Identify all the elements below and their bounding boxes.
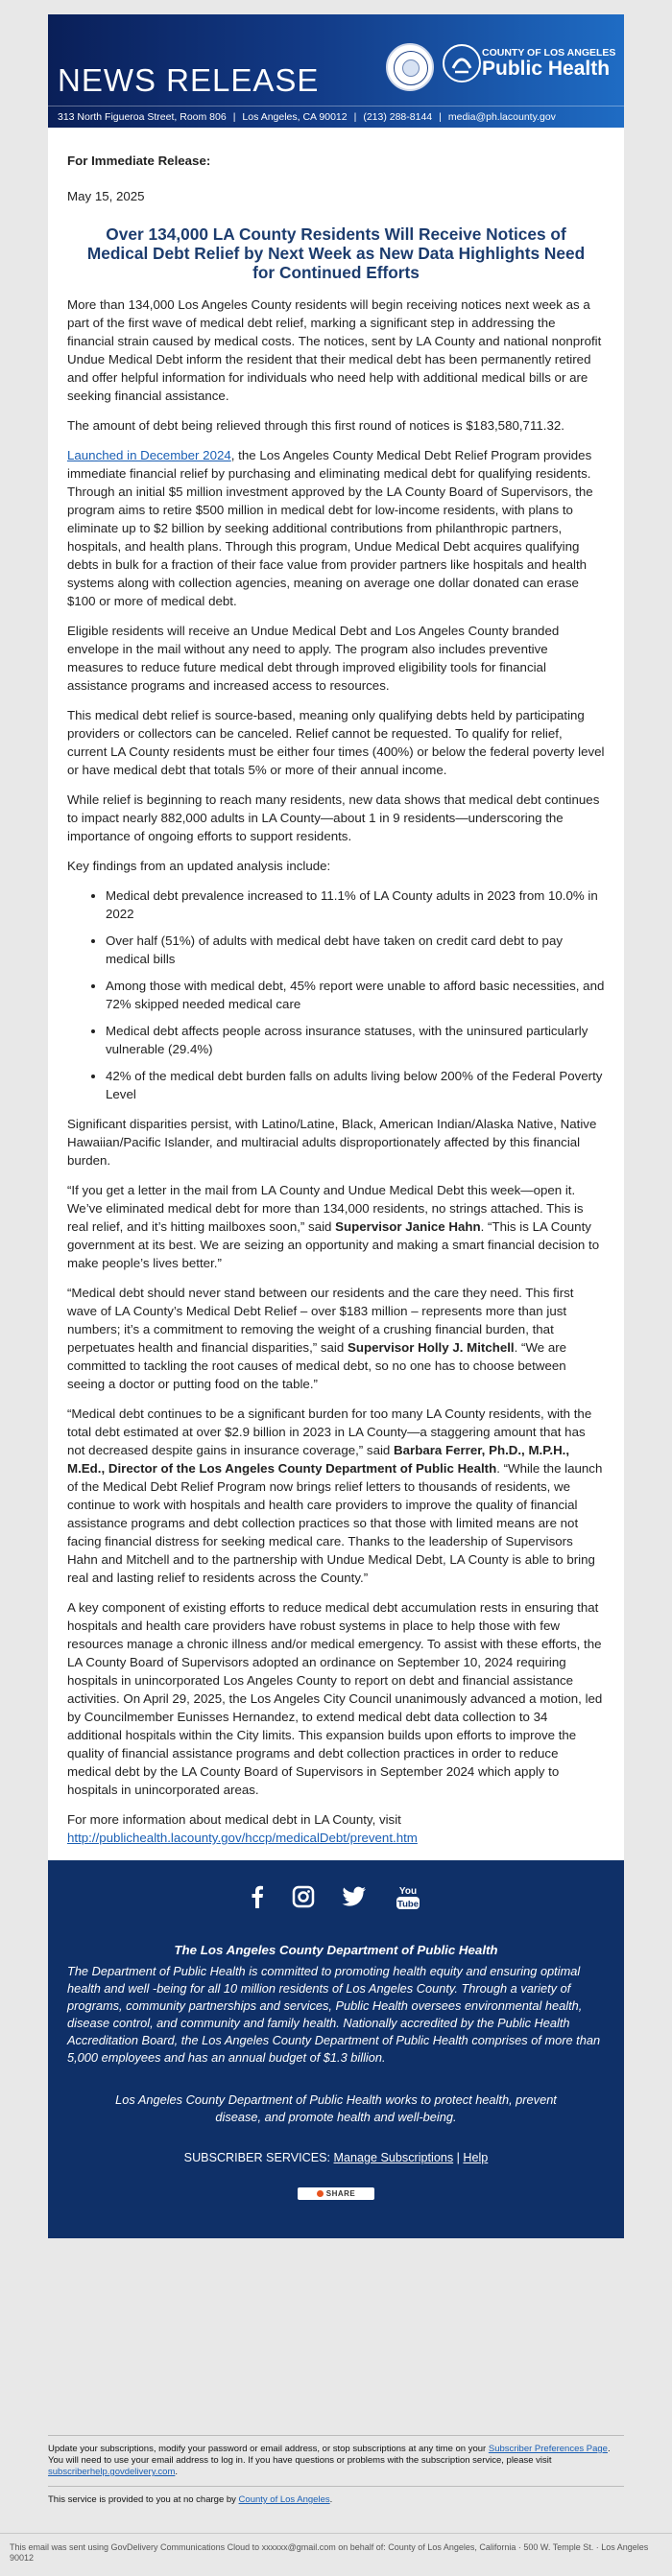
paragraph-5: This medical debt relief is source-based, meaning only qualifying debts held by participating providers or collectors can be canceled. Relief cannot be requested. To qualify for relief, current LA County residents must be either four times (400%) or below the federal poverty level or have medical debt that totals 5% or more of their annual income.: [67, 708, 605, 777]
email-container: [48, 14, 624, 2238]
department-label: Public Health: [482, 58, 611, 80]
instagram-icon[interactable]: [292, 1885, 315, 1913]
social-links: [67, 1883, 605, 1918]
paragraph-7: Key findings from an updated analysis include:: [67, 859, 331, 873]
banner-title: NEWS RELEASE: [58, 62, 320, 98]
list-item: • Among those with medical debt, 45% report were unable to afford basic necessities, and 72% skipped needed medical care: [106, 977, 605, 1013]
paragraph-3: Launched in December 2024, the Los Angeles County Medical Debt Relief Program provides immediate financial relief by purchasing and eliminating medical debt for qualifying residents. Through an initial $5 million investment approved by the LA County Board of Supervisors, the program aims to retire $500 million in medical debt for low-income residents, with plans to eliminate up to $2 billion by seeking additional contributions from philanthropic partners, hospitals, and health plans. Through this program, Undue Medical Debt acquires qualifying debts in bulk for a fraction of their face value from provider partners like hospitals and health systems along with collection agencies, meaning on average one dollar donated can erase $100 or more of medical debt.: [67, 448, 593, 608]
list-item: • Medical debt prevalence increased to 11.1% of LA County adults in 2023 from 10.0% in 2022: [106, 886, 605, 923]
paragraph-10: For more information about medical debt in LA County, visit http://publichealth.lacounty.gov/hccp/medicalDebt/prevent.htm: [67, 1812, 418, 1845]
paragraph-8: Significant disparities persist, with Latino/Latine, Black, American Indian/Alaska Native, Native Hawaiian/Pacific Islander, and multiracial adults disproportionately affected by this financial burden.: [67, 1117, 597, 1168]
release-date: May 15, 2025: [67, 189, 145, 203]
footer-description: The Department of Public Health is committed to promoting health equity and ensuring optimal health and well -being for all 10 million residents of Los Angeles County. Through a variety of programs, community partnerships and services, Public Health oversees environmental health, disease control, and community and family health. Nationally accredited by the Public Health Accreditation Board, the Los Angeles County Department of Public Health comprises of more than 5,000 employees and has an annual budget of $1.3 billion.: [67, 1964, 601, 2065]
help-link[interactable]: Help: [463, 2151, 489, 2164]
paragraph-6: While relief is beginning to reach many residents, new data shows that medical debt continues to impact nearly 882,000 adults in LA County—about 1 in 9 residents—underscoring the importance of ongoing efforts to support residents.: [67, 792, 600, 843]
manage-subscriptions-link[interactable]: Manage Subscriptions: [333, 2151, 454, 2164]
article-body: [48, 128, 624, 1847]
footer-mission: Los Angeles County Department of Public Health works to protect health, prevent disease, and promote health and well-being.: [115, 2092, 557, 2124]
twitter-icon[interactable]: [342, 1886, 367, 1912]
department-name: [482, 47, 615, 80]
subscription-notice: Update your subscriptions, modify your password or email address, or stop subscriptions at any time on your Subscriber Preferences Page. You will need to use your email address to log in. If you have questions or problems with the subscription service, please visit subscriberhelp.govdelivery.com.: [48, 2444, 611, 2477]
paragraph-1: More than 134,000 Los Angeles County residents will begin receiving notices next week as a part of the first wave of medical debt relief, marking a significant step in addressing the financial strain caused by medical costs. The notices, sent by LA County and national nonprofit Undue Medical Debt inform the resident that their medical debt has been permanently retired and offer helpful information for individuals who need help with additional medical bills or are seeking financial assistance.: [67, 297, 602, 403]
subscriber-services-label: SUBSCRIBER SERVICES:: [183, 2151, 331, 2164]
share-button[interactable]: SHARE: [298, 2187, 374, 2200]
contact-bar: 313 North Figueroa Street, Room 806 | Los Angeles, CA 90012 | (213) 288-8144 | media@ph.lacounty.gov: [48, 106, 624, 129]
paragraph-2: The amount of debt being relieved through this first round of notices is $183,580,711.32.: [67, 418, 564, 433]
subscriber-preferences-link[interactable]: Subscriber Preferences Page: [488, 2444, 608, 2454]
list-item: • 42% of the medical debt burden falls on adults living below 200% of the Federal Poverty Level: [106, 1067, 605, 1103]
divider: [48, 2435, 624, 2436]
release-label: For Immediate Release:: [67, 154, 211, 168]
county-seal-icon: [386, 43, 434, 91]
medical-debt-link[interactable]: http://publichealth.lacounty.gov/hccp/medicalDebt/prevent.htm: [67, 1831, 418, 1845]
youtube-icon[interactable]: [395, 1883, 421, 1915]
city: Los Angeles, CA 90012: [242, 111, 348, 123]
county-label: COUNTY OF LOS ANGELES: [482, 47, 616, 59]
phone: (213) 288-8144: [363, 111, 433, 123]
powered-by-notice: This email was sent using GovDelivery Communications Cloud to xxxxxx@gmail.com on behalf of: County of Los Angeles, California · 500 W. Temple St. · Los Angeles 90012: [10, 2542, 649, 2563]
findings-list: [67, 886, 605, 1103]
legal-footer: [48, 2435, 624, 2514]
paragraph-9: A key component of existing efforts to reduce medical debt accumulation rests in ensuring that hospitals and health care providers have robust systems in place to help those with few resources manage a chronic illness and/or medical emergency. To assist with these efforts, the LA County Board of Supervisors adopted an ordinance on September 10, 2024 requiring hospitals in unincorporated Los Angeles County to report on debt and financial assistance activities. On April 29, 2025, the Los Angeles City Council unanimously advanced a motion, led by Councilmember Eunisses Hernandez, to extend medical debt data collection to 34 additional hospitals within the City limits. This expansion builds upon efforts to improve the quality of financial assistance programs and debt collection practices in order to reduce medical debt by the LA County Board of Supervisors in September 2024 which apply to hospitals in unincorporated areas.: [67, 1600, 603, 1797]
divider: [0, 2533, 672, 2534]
svg-text:Tube: Tube: [396, 1899, 419, 1910]
footer: [48, 1860, 624, 2238]
county-link[interactable]: County of Los Angeles: [238, 2494, 330, 2505]
divider: [48, 2486, 624, 2487]
quote-ferrer: “Medical debt continues to be a significant burden for too many LA County residents, with the total debt estimated at over $2.9 billion in 2023 in LA County—a staggering amount that has not decreased despite gains in insurance coverage,” said Barbara Ferrer, Ph.D., M.P.H., M.Ed., Director of the Los Angeles County Department of Public Health. “While the launch of the Medical Debt Relief Program now brings relief letters to thousands of residents, we continue to work with hospitals and health care providers to improve the quality of financial assistance programs and debt collection practices so that those with limited means are not facing financial distress for seeking medical care. Thanks to the leadership of Supervisors Hahn and Mitchell and to the partnership with Undue Medical Debt, LA County is able to bring real and lasting relief to residents across the County.”: [67, 1406, 603, 1585]
quote-hahn: “If you get a letter in the mail from LA County and Undue Medical Debt this week—open it. We’ve eliminated medical debt for more than 134,000 residents, no strings attached. This is real relief, and it’s hitting mailboxes soon,” said Supervisor Janice Hahn. “This is LA County government at its best. We are seizing an opportunity and making a smart financial decision to make people’s lives better.”: [67, 1183, 600, 1270]
facebook-icon[interactable]: [251, 1885, 264, 1913]
list-item: • Over half (51%) of adults with medical debt have taken on credit card debt to pay medical bills: [106, 932, 605, 968]
list-item: • Medical debt affects people across insurance statuses, with the uninsured particularly vulnerable (29.4%): [106, 1022, 605, 1058]
subscriber-services: SUBSCRIBER SERVICES: Manage Subscriptions | Help: [183, 2151, 489, 2164]
launched-link[interactable]: Launched in December 2024: [67, 448, 231, 462]
footer-org-name: The Los Angeles County Department of Public Health: [174, 1943, 498, 1957]
headline: Over 134,000 LA County Residents Will Receive Notices of Medical Debt Relief by Next Week as New Data Highlights Need for Continued Efforts: [86, 225, 586, 282]
subscriber-help-link[interactable]: subscriberhelp.govdelivery.com: [48, 2467, 176, 2477]
svg-text:You: You: [398, 1886, 417, 1897]
address: 313 North Figueroa Street, Room 806: [58, 111, 227, 123]
service-notice: This service is provided to you at no charge by County of Los Angeles.: [48, 2494, 333, 2505]
media-email: media@ph.lacounty.gov: [447, 111, 556, 123]
share-icon: [317, 2190, 324, 2197]
quote-mitchell: “Medical debt should never stand between our residents and the care they need. This first wave of LA County’s Medical Debt Relief – over $183 million – represents more than just numbers; it’s a commitment to removing the weight of a crushing financial burden, that perpetuates health and financial disparities,” said Supervisor Holly J. Mitchell. “We are committed to tackling the root causes of medical debt, so no one has to choose between seeing a doctor or putting food on the table.”: [67, 1286, 574, 1391]
public-health-logo-icon: [442, 43, 482, 83]
paragraph-4: Eligible residents will receive an Undue Medical Debt and Los Angeles County branded envelope in the mail without any need to apply. The program also includes preventive measures to reduce future medical debt through improved eligibility tools for financial assistance programs and increased access to resources.: [67, 624, 560, 693]
news-release-banner: [48, 14, 624, 128]
